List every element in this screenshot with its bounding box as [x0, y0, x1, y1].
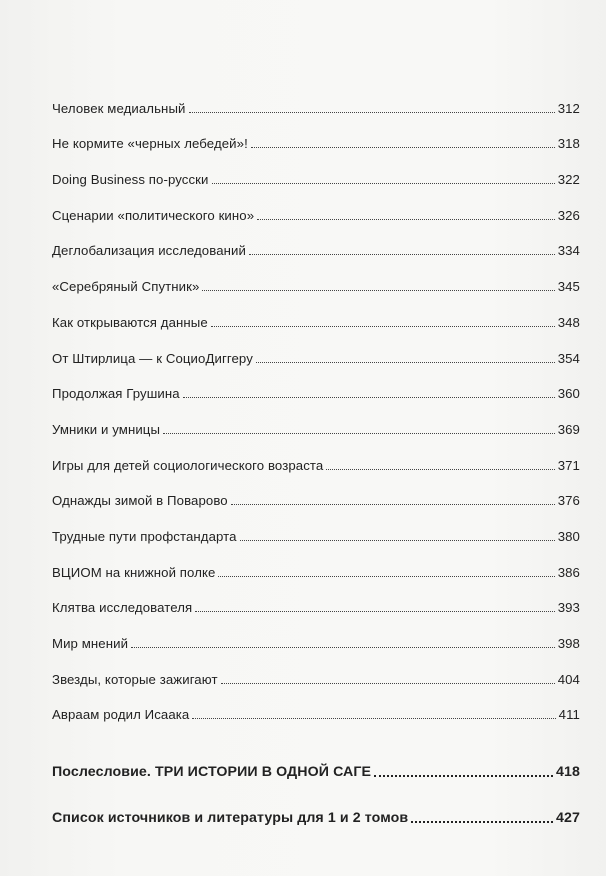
toc-entry	[52, 544, 580, 580]
dot-leader	[221, 683, 555, 684]
dot-leader	[202, 290, 554, 291]
toc-entry-page: 411	[558, 707, 580, 723]
toc-entry-page: 326	[557, 207, 580, 223]
toc-entry-title: Человек медиальный	[52, 100, 186, 116]
toc-entry-page: 354	[557, 350, 580, 366]
dot-leader	[249, 254, 555, 255]
toc-entry-title: Деглобализация исследований	[52, 243, 246, 259]
toc-entry-title: Как открываются данные	[52, 314, 208, 330]
toc-entry-title: Клятва исследователя	[52, 600, 193, 616]
toc-entry-page: 345	[557, 279, 580, 295]
toc-entry	[52, 651, 580, 687]
toc-entry	[52, 80, 580, 116]
dot-leader	[163, 433, 555, 434]
toc-entry	[52, 294, 580, 330]
toc-entry-title: Не кормите «черных лебедей»!	[52, 136, 248, 152]
toc-entry-title: От Штирлица — к СоциоДиггеру	[52, 350, 253, 366]
toc-entry-title: Умники и умницы	[52, 421, 161, 437]
dot-leader	[212, 183, 555, 184]
toc-entry-page: 318	[557, 136, 580, 152]
dot-leader	[195, 611, 554, 612]
dot-leader	[211, 326, 555, 327]
toc-entry-title: Однажды зимой в Поварово	[52, 493, 228, 509]
dot-leader	[374, 775, 553, 777]
toc-entry-page: 371	[557, 457, 580, 473]
toc-entry	[52, 687, 580, 723]
dot-leader	[251, 147, 555, 148]
toc-entry-title: Doing Business по-русски	[52, 172, 209, 188]
toc-entry	[52, 401, 580, 437]
table-of-contents	[52, 80, 580, 826]
dot-leader	[192, 718, 555, 719]
toc-major-entry	[52, 734, 580, 780]
toc-major-entry-title: Послесловие. ТРИ ИСТОРИИ В ОДНОЙ САГЕ	[52, 764, 372, 781]
toc-entry	[52, 508, 580, 544]
toc-entry-title: Игры для детей социологического возраста	[52, 457, 324, 473]
toc-entry-title: Звезды, которые зажигают	[52, 671, 218, 687]
dot-leader	[189, 112, 555, 113]
toc-entry	[52, 615, 580, 651]
dot-leader	[411, 821, 553, 823]
toc-entry-page: 398	[557, 636, 580, 651]
toc-entry-title: Трудные пути профстандарта	[52, 528, 237, 544]
toc-entry-page: 404	[557, 671, 580, 687]
toc-entry	[52, 258, 580, 294]
dot-leader	[131, 647, 555, 648]
toc-entry-page: 322	[557, 172, 580, 188]
toc-major-entry-title: Список источников и литературы для 1 и 2 томов	[52, 810, 409, 827]
dot-leader	[326, 469, 554, 470]
toc-entry-page: 334	[557, 243, 580, 259]
dot-leader	[231, 504, 555, 505]
toc-entry-title: Продолжая Грушина	[52, 386, 180, 402]
toc-entry-page: 348	[557, 314, 580, 330]
toc-entry	[52, 116, 580, 152]
toc-major-entry-page: 418	[556, 764, 580, 781]
dot-leader	[240, 540, 555, 541]
dot-leader	[256, 362, 555, 363]
toc-entry	[52, 366, 580, 402]
toc-entry-title: «Серебряный Спутник»	[52, 279, 200, 295]
toc-entry-page: 360	[557, 386, 580, 402]
dot-leader	[218, 576, 554, 577]
toc-entry	[52, 223, 580, 259]
dot-leader	[257, 219, 555, 220]
dot-leader	[183, 397, 555, 398]
toc-entry-page: 369	[557, 421, 580, 437]
toc-major-entry	[52, 780, 580, 826]
toc-major-entry-page: 427	[556, 810, 580, 827]
toc-entry-page: 380	[557, 528, 580, 544]
toc-entry	[52, 580, 580, 616]
toc-entry-title: ВЦИОМ на книжной полке	[52, 564, 216, 580]
toc-entry	[52, 330, 580, 366]
toc-entry-page: 386	[557, 564, 580, 580]
toc-entry	[52, 187, 580, 223]
toc-entry-page: 376	[557, 493, 580, 509]
toc-entry-title: Сценарии «политического кино»	[52, 207, 255, 223]
toc-entry-title: Авраам родил Исаака	[52, 707, 190, 723]
toc-entry-page: 312	[557, 100, 580, 116]
toc-entry	[52, 437, 580, 473]
toc-entry-title: Мир мнений	[52, 636, 129, 651]
toc-entry	[52, 473, 580, 509]
toc-entry	[52, 151, 580, 187]
toc-entry-page: 393	[557, 600, 580, 616]
